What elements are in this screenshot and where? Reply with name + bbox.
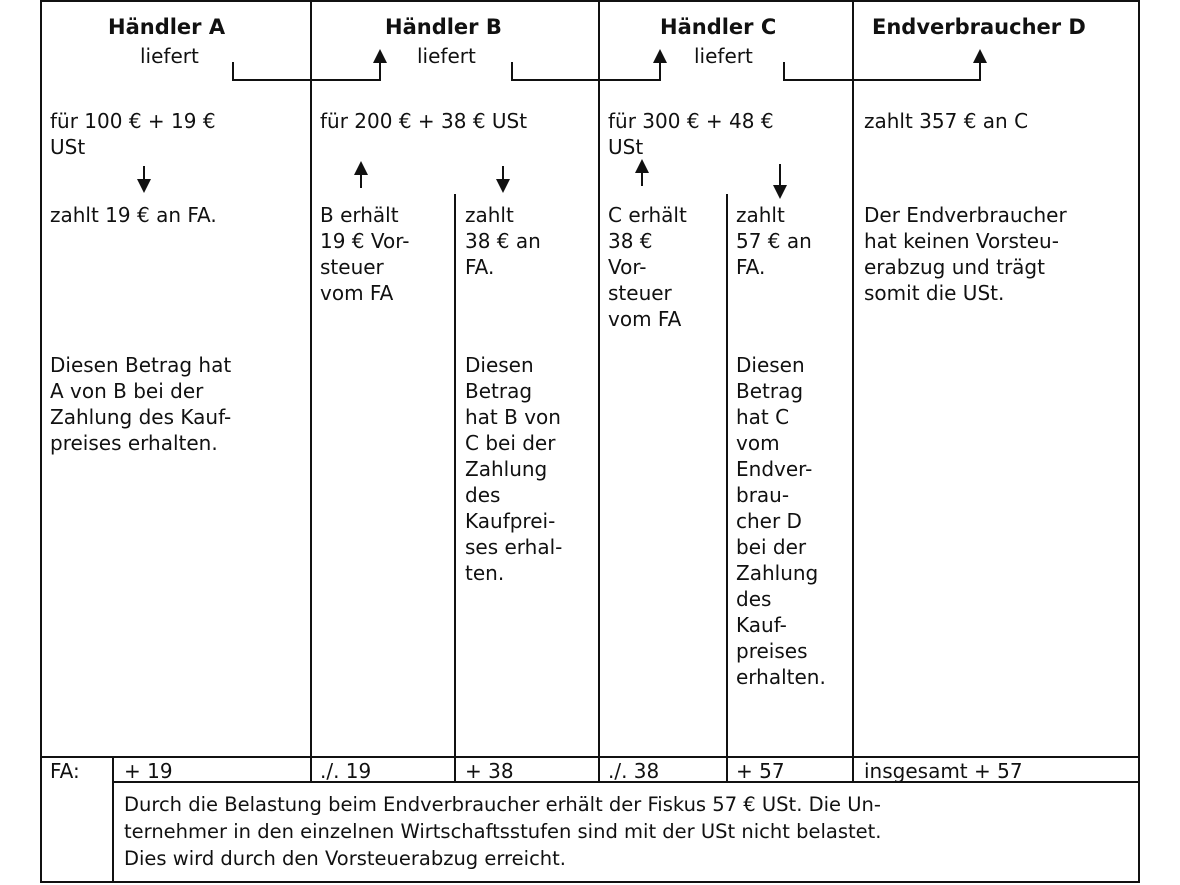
c-receives-text: C erhält 38 € Vor- steuer vom FA — [608, 203, 687, 331]
price-c: für 300 € + 48 € USt — [608, 109, 774, 159]
fa-value-a: + 19 — [124, 759, 173, 783]
liefert-label-c: liefert — [694, 44, 753, 68]
liefert-connector-c-d — [784, 56, 980, 80]
liefert-connector-b-c — [512, 56, 660, 80]
fa-value-b-receive: ./. 19 — [320, 759, 372, 783]
header-endverbraucher-d: Endverbraucher D — [872, 15, 1086, 39]
liefert-label-b: liefert — [417, 44, 476, 68]
header-haendler-b: Händler B — [385, 15, 502, 39]
b-note-text: Diesen Betrag hat B von C bei der Zahlung des Kaufprei- ses erhal- ten. — [465, 353, 563, 585]
fa-label: FA: — [50, 759, 80, 783]
fa-value-total: insgesamt + 57 — [864, 759, 1023, 783]
fa-value-b-pay: + 38 — [465, 759, 514, 783]
fa-value-c-receive: ./. 38 — [608, 759, 660, 783]
liefert-label-a: liefert — [140, 44, 199, 68]
footer-explanation: Durch die Belastung beim Endverbraucher erhält der Fiskus 57 € USt. Die Un- ternehmer in den einzelnen Wirtschaftsstufen sind mit der USt nicht belastet. Dies wird durch den Vorsteuerabzug erreicht. — [124, 793, 882, 870]
price-a: für 100 € + 19 € USt — [50, 109, 216, 159]
header-haendler-a: Händler A — [108, 15, 226, 39]
c-note-text: Diesen Betrag hat C vom Endver- brau- cher D bei der Zahlung des Kauf- preises erhalten. — [736, 353, 826, 689]
price-b: für 200 € + 38 € USt — [320, 109, 528, 133]
b-pays-text: zahlt 38 € an FA. — [465, 203, 541, 279]
c-pays-text: zahlt 57 € an FA. — [736, 203, 812, 279]
header-haendler-c: Händler C — [660, 15, 777, 39]
d-note-text: Der Endverbraucher hat keinen Vorsteu- erabzug und trägt somit die USt. — [864, 203, 1067, 305]
price-d: zahlt 357 € an C — [864, 109, 1029, 133]
liefert-connector-a-b — [233, 56, 380, 80]
a-note-text: Diesen Betrag hat A von B bei der Zahlung des Kauf- preises erhalten. — [50, 353, 232, 455]
a-pays-text: zahlt 19 € an FA. — [50, 203, 217, 227]
fa-value-c-pay: + 57 — [736, 759, 785, 783]
b-receives-text: B erhält 19 € Vor- steuer vom FA — [320, 203, 410, 305]
